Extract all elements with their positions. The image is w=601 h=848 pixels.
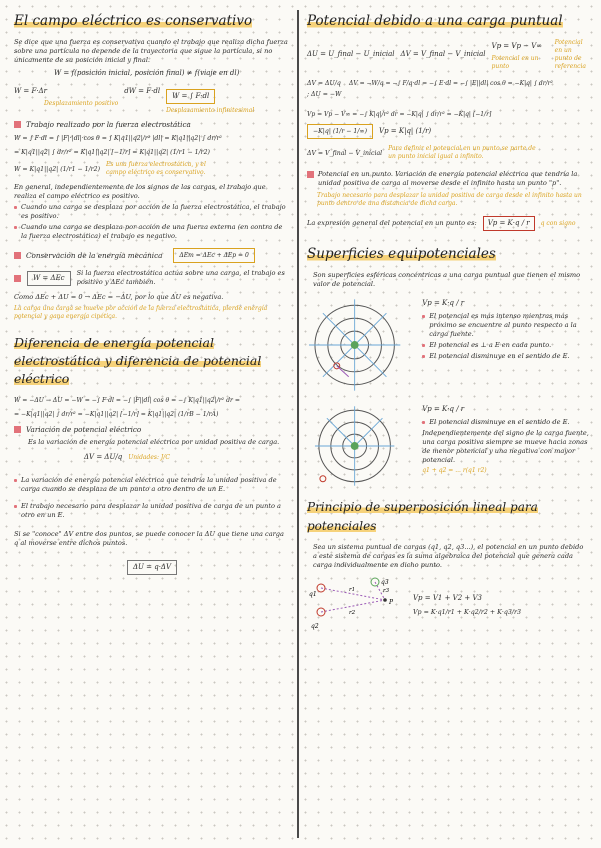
general-expression-text: La expresión general del potencial en un punto es: — [307, 219, 477, 227]
known-dv-text: Si se "conoce" ΔV entre dos puntos, se puede conocer la ΔU que tiene una carga q al moverse entre dichos puntos. — [14, 530, 284, 547]
equipotential-note-3: El potencial disminuye en el sentido de E. — [429, 352, 570, 360]
work-definition: W = f(posición inicial, posición final) ≠ f(viaje en dl) — [54, 69, 240, 77]
reference-note: Potencial en un punto de referencia — [554, 38, 586, 70]
heading-equipotential: Superficies equipotenciales — [307, 246, 496, 262]
bullet-icon — [422, 355, 425, 358]
vp-line: Vp = Vp − V∞ — [491, 42, 543, 50]
subtitle-potential-variation: Variación de potencial eléctrico — [26, 425, 142, 434]
bullet-icon — [422, 344, 425, 347]
external-work-note: Trabajo necesario para desplazar la unidad positiva de carga desde el infinito hasta un punto dentro de una distancia de dicha carga. — [317, 192, 582, 207]
work-kinetic-text: Si la fuerza electrostática actúa sobre una carga, el trabajo es positivo y ΔEc también. — [76, 269, 285, 286]
bullet-icon — [422, 421, 425, 424]
work-integral-box: W = ∫ F·dl — [166, 89, 215, 104]
superposition-sum: Vp = V1 + V2 + V3 — [413, 593, 483, 602]
dv-meaning-2: El trabajo necesario para desplazar la unidad positiva de carga de un punto a otro en un E. — [21, 502, 281, 519]
equipotential-note-6: q1 + q2 = ... r(q1 r2) — [422, 467, 487, 474]
distance-r2-label: r2 — [349, 610, 356, 616]
distance-r1-label: r1 — [349, 587, 356, 593]
work-differential: dW = F·dl — [124, 87, 161, 95]
superposition-text: Sea un sistema puntual de cargas (q1, q2, q3...), el potencial en un punto debido a este sistema de cargas es la suma algebraica del potencial que genera cada carga individualmente en dicho punto. — [313, 543, 584, 569]
bullet-icon — [14, 226, 17, 229]
equipotential-note-5: Independientemente del signo de la carga fuente, una carga positiva siempre se mueve hacia zonas de menor potencial y una negativa con mayor potencial. — [422, 429, 589, 464]
superposition-diagram — [307, 576, 407, 634]
point-p-label: P — [389, 599, 394, 606]
equipotential-text: Son superficies esféricas concéntricas a una carga puntual que tienen el mismo valor de potencial. — [313, 271, 581, 288]
charge-q1-label: q1 — [309, 591, 317, 598]
intro-text: Se dice que una fuerza es conservativa cuando el trabajo que realiza dicha fuerza sobre una partícula no depende de la trayectoria que sigue la partícula, si no únicamente de su posición inicial y final. — [14, 38, 288, 64]
equipotential-note-1: El potencial es más intenso mientras más próximo se encuentre al punto respecto a la carga fuente. — [429, 312, 577, 338]
potential-energy-equation-1: W = −ΔU → ΔU = −W = −∫ F·dl = −∫ |F||dl| cos θ = −∫ K|q1||q2|/r² dr = — [14, 397, 240, 404]
vp-result: Vp = K|q| (1/r) — [379, 127, 432, 135]
distance-r3-label: r3 — [383, 588, 390, 594]
right-column — [307, 8, 589, 634]
du-box: ΔU = q·ΔV — [127, 560, 177, 575]
pink-square-icon — [14, 121, 21, 128]
potential-definition: Es la variación de energía potencial eléctrica por unidad positiva de carga. — [28, 438, 280, 446]
equipotential-note-4: El potencial disminuye en el sentido de E. — [429, 418, 570, 426]
du-line: ΔU = U_final − U_inicial — [307, 50, 395, 58]
work-equation-note: Es una fuerza electrostática, y el campo eléctrico es conservativo. — [105, 161, 206, 176]
subtitle-energy-conservation: Conservación de la energía mecánica — [26, 251, 163, 260]
vp-general-box: Vp = K·q / r — [483, 216, 535, 231]
pink-square-icon — [14, 252, 21, 259]
inf-note: Potencial en un punto — [491, 55, 539, 70]
external-force-note: La carga una carga se mueve por acción de la fuerza electrostática, pierde energía potencial y gana energía cinética. — [14, 305, 268, 320]
dv-zero: ΔV = V_final − V_inicial — [307, 150, 383, 157]
charge-q2-label: q2 — [311, 623, 319, 630]
bullet-positive-work: Cuando una carga se desplaza por acción de la fuerza electrostática, el trabajo es positivo. — [21, 203, 286, 220]
heading-point-charge-potential: Potencial debido a una carga puntual — [307, 13, 563, 29]
pink-square-icon — [307, 171, 314, 178]
pink-square-icon — [14, 275, 21, 282]
dv-integral: ΔV = −W/q = −∫ F/q·dl = −∫ E·dl = −∫ |E||dl| cos θ = −K|q| ∫ dr/r² — [349, 80, 553, 87]
zero-note: Para definir el potencial en un punto se parte de un punto inicial igual a infinito. — [388, 145, 536, 160]
delta-line: Como ΔEc + ΔU = 0 → ΔEc = −ΔU, por lo que ΔU es negativa. — [14, 293, 224, 301]
equipotential-note-2: El potencial es ⊥ a E en cada punto. — [429, 341, 552, 349]
work-box-note: Desplazamiento infinitesimal — [166, 107, 255, 114]
bullet-icon — [14, 206, 17, 209]
equipotential-formula-2: Vp = K·q / r — [422, 405, 465, 413]
bullet-icon — [422, 315, 425, 318]
heading-conservative-field: El campo eléctrico es conservativo — [14, 13, 253, 29]
general-sign-text: En general, independientemente de los signos de las cargas, el trabajo que realiza el campo eléctrico es positivo. — [14, 183, 266, 200]
bullet-icon — [14, 479, 17, 482]
vp-general-note: q con signo — [540, 219, 576, 227]
work-dot-formula: W = F·Δr — [14, 87, 47, 95]
superposition-expanded: Vp = K·q1/r1 + K·q2/r2 + K·q3/r3 — [413, 608, 522, 616]
dv-meaning-1: La variación de energía potencial eléctrica que tendría la unidad positiva de carga cuando se desplaza de un punto a otro dentro de un E. — [21, 476, 277, 493]
vp-equation: Vp = Vp − V∞ = −∫ K|q|/r² dr = −K|q| ∫ dr/r² = −K|q| [−1/r] — [307, 111, 492, 118]
dv-fraction: ΔV = ΔU/q ; ΔU = −W — [307, 80, 342, 98]
bullet-negative-work: Cuando una carga se desplaza por acción de una fuerza externa (en contra de la fuerza electrostática) el trabajo es negativo. — [21, 223, 283, 240]
displacement-note: Desplazamiento positivo — [44, 100, 119, 107]
pink-square-icon — [14, 426, 21, 433]
vp-box: −K|q| (1/r − 1/∞) — [307, 124, 373, 139]
delta-v-unit: Unidades: J/C — [128, 453, 170, 461]
equipotential-negative-diagram — [307, 401, 416, 491]
dv-line: ΔV = V_final − V_inicial — [400, 50, 486, 58]
column-divider — [297, 10, 299, 838]
bullet-icon — [14, 505, 17, 508]
left-column — [14, 8, 290, 578]
potential-energy-equation-2: = −K|q1||q2| ∫ dr/r² = −K|q1||q2| [−1/r] = K|q1||q2| (1/rB − 1/rA) — [14, 411, 219, 418]
heading-potential-difference: Diferencia de energía potencial electrostática y diferencia de potencial eléctrico — [14, 335, 262, 386]
point-potential-text: Potencial en un punto. Variación de energía potencial eléctrica que tendría la unidad positiva de carga al moverse desde el infinito hasta un punto "p". — [318, 170, 578, 187]
energy-box: ΔEm = ΔEc + ΔEp = 0 — [173, 248, 254, 263]
charge-q3-label: q3 — [381, 579, 389, 586]
work-equation-3: W = K|q1||q2| (1/r1 − 1/r2) — [14, 166, 100, 173]
subtitle-electrostatic-work: Trabajo realizado por la fuerza electrostática — [26, 120, 191, 129]
work-equation-2: = K|q1||q2| ∫ dr/r² = K|q1||q2| [−1/r] = K|q1||q2| (1/r1 − 1/r2) — [14, 149, 210, 156]
delta-v-formula: ΔV = ΔU/q — [84, 453, 123, 461]
work-kinetic-box: W = ΔEc — [27, 271, 71, 286]
equipotential-positive-diagram — [307, 295, 416, 395]
heading-superposition: Principio de superposición lineal para potenciales — [307, 500, 538, 533]
work-equation-1: W = ∫ F·dl = ∫ |F|·|dl|·cos θ = ∫ K|q1||q2|/r² |dl| = K|q1||q2| ∫ dr/r² — [14, 135, 222, 142]
equipotential-formula-1: Vp = K·q / r — [422, 299, 465, 307]
